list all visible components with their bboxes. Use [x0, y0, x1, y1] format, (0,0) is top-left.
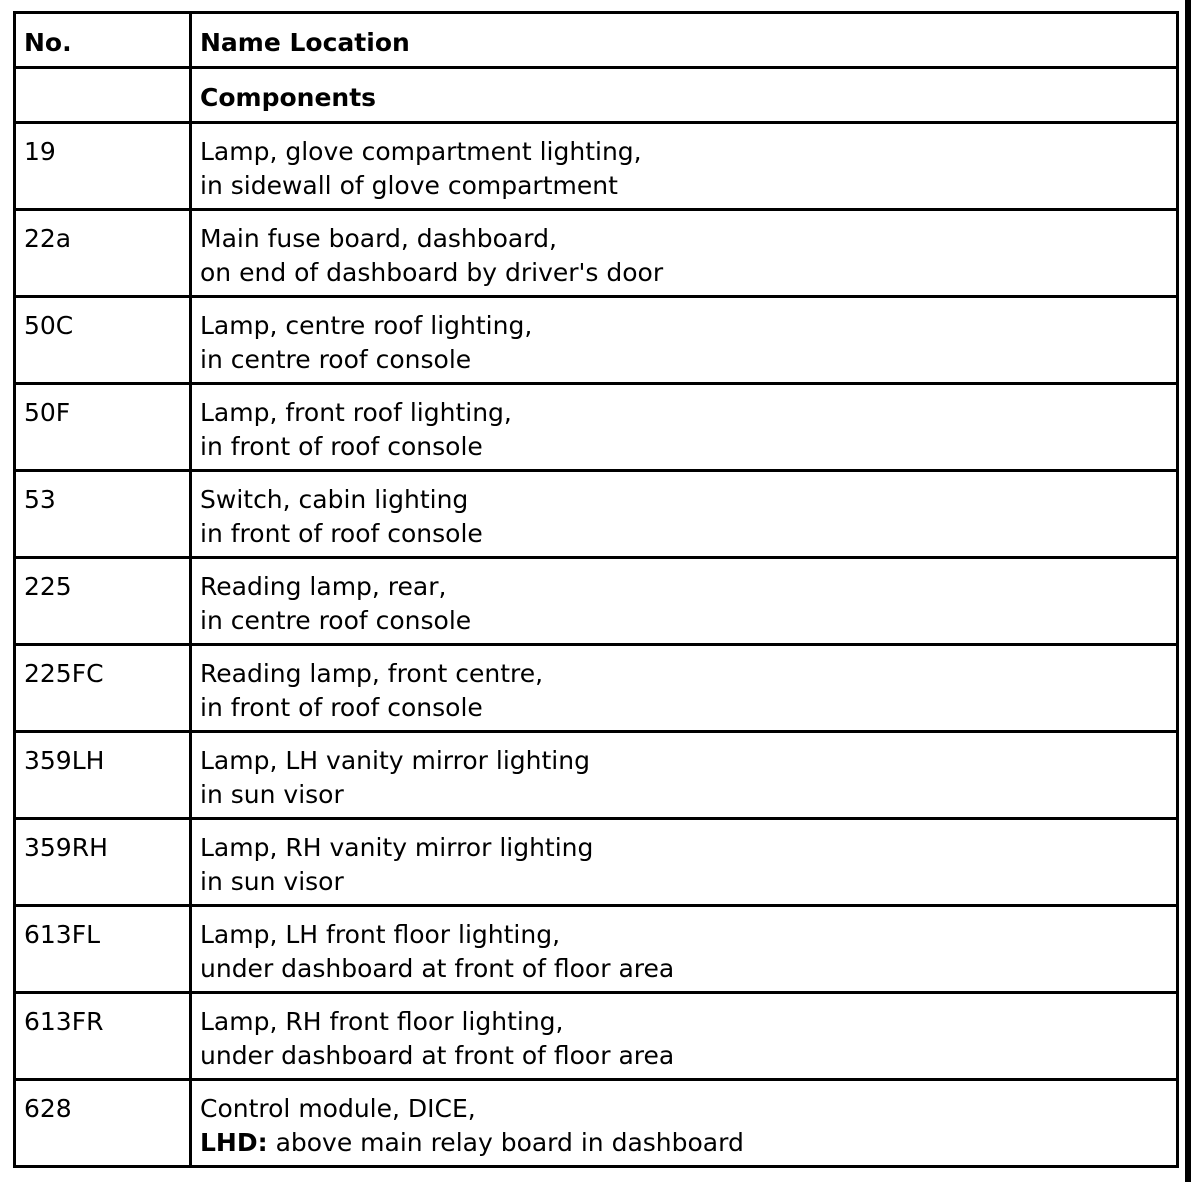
components-table — [13, 11, 1179, 1168]
table-row — [15, 732, 1178, 819]
header-row — [15, 13, 1178, 68]
location-text: in front of roof console — [200, 693, 483, 722]
component-location — [200, 691, 1168, 725]
component-number: 359RH — [15, 819, 191, 906]
component-name: Lamp, LH vanity mirror lighting — [200, 746, 590, 775]
component-name-location — [191, 1080, 1178, 1167]
page-edge-bar — [1185, 0, 1191, 1182]
table-row — [15, 993, 1178, 1080]
component-name-location — [191, 297, 1178, 384]
component-number: 50C — [15, 297, 191, 384]
table-row — [15, 210, 1178, 297]
component-location — [200, 343, 1168, 377]
component-location — [200, 865, 1168, 899]
component-name-location — [191, 732, 1178, 819]
table-row — [15, 123, 1178, 210]
component-location — [200, 778, 1168, 812]
table-row — [15, 819, 1178, 906]
component-name: Lamp, centre roof lighting, — [200, 311, 533, 340]
component-name: Lamp, RH vanity mirror lighting — [200, 833, 594, 862]
location-text: in sun visor — [200, 867, 344, 896]
component-number: 225FC — [15, 645, 191, 732]
component-name-location — [191, 558, 1178, 645]
component-location — [200, 256, 1168, 290]
component-name: Control module, DICE, — [200, 1094, 476, 1123]
table-row — [15, 384, 1178, 471]
component-number: 53 — [15, 471, 191, 558]
location-text: under dashboard at front of floor area — [200, 954, 675, 983]
section-no-empty — [15, 68, 191, 123]
component-number: 22a — [15, 210, 191, 297]
table-row — [15, 906, 1178, 993]
component-number: 19 — [15, 123, 191, 210]
header-name-location: Name Location — [191, 13, 1178, 68]
location-text: in sidewall of glove compartment — [200, 171, 618, 200]
component-name: Reading lamp, rear, — [200, 572, 447, 601]
component-name: Main fuse board, dashboard, — [200, 224, 557, 253]
component-number: 613FL — [15, 906, 191, 993]
table-body — [15, 13, 1178, 1167]
table-row — [15, 297, 1178, 384]
component-name-location — [191, 384, 1178, 471]
component-location — [200, 1126, 1168, 1160]
component-name-location — [191, 993, 1178, 1080]
component-number: 613FR — [15, 993, 191, 1080]
component-number: 628 — [15, 1080, 191, 1167]
component-name-location — [191, 123, 1178, 210]
component-name-location — [191, 819, 1178, 906]
table-row — [15, 558, 1178, 645]
location-text: in centre roof console — [200, 345, 472, 374]
location-text: under dashboard at front of floor area — [200, 1041, 675, 1070]
location-prefix: LHD: — [200, 1128, 268, 1157]
component-name-location — [191, 906, 1178, 993]
component-name-location — [191, 645, 1178, 732]
component-location — [200, 1039, 1168, 1073]
section-title: Components — [191, 68, 1178, 123]
component-location — [200, 169, 1168, 203]
section-row — [15, 68, 1178, 123]
component-name-location — [191, 471, 1178, 558]
component-name: Lamp, front roof lighting, — [200, 398, 512, 427]
component-number: 359LH — [15, 732, 191, 819]
location-text: in centre roof console — [200, 606, 472, 635]
component-location — [200, 604, 1168, 638]
location-text: in front of roof console — [200, 519, 483, 548]
component-name: Lamp, glove compartment lighting, — [200, 137, 642, 166]
component-number: 50F — [15, 384, 191, 471]
table-row — [15, 471, 1178, 558]
component-location — [200, 430, 1168, 464]
location-text: in sun visor — [200, 780, 344, 809]
component-name: Switch, cabin lighting — [200, 485, 469, 514]
location-text: on end of dashboard by driver's door — [200, 258, 664, 287]
component-name: Lamp, LH front floor lighting, — [200, 920, 561, 949]
table-row — [15, 645, 1178, 732]
location-text: above main relay board in dashboard — [275, 1128, 744, 1157]
component-name-location — [191, 210, 1178, 297]
component-name: Reading lamp, front centre, — [200, 659, 544, 688]
component-location — [200, 952, 1168, 986]
component-location — [200, 517, 1168, 551]
header-no: No. — [15, 13, 191, 68]
component-name: Lamp, RH front floor lighting, — [200, 1007, 564, 1036]
location-text: in front of roof console — [200, 432, 483, 461]
component-number: 225 — [15, 558, 191, 645]
table-row — [15, 1080, 1178, 1167]
